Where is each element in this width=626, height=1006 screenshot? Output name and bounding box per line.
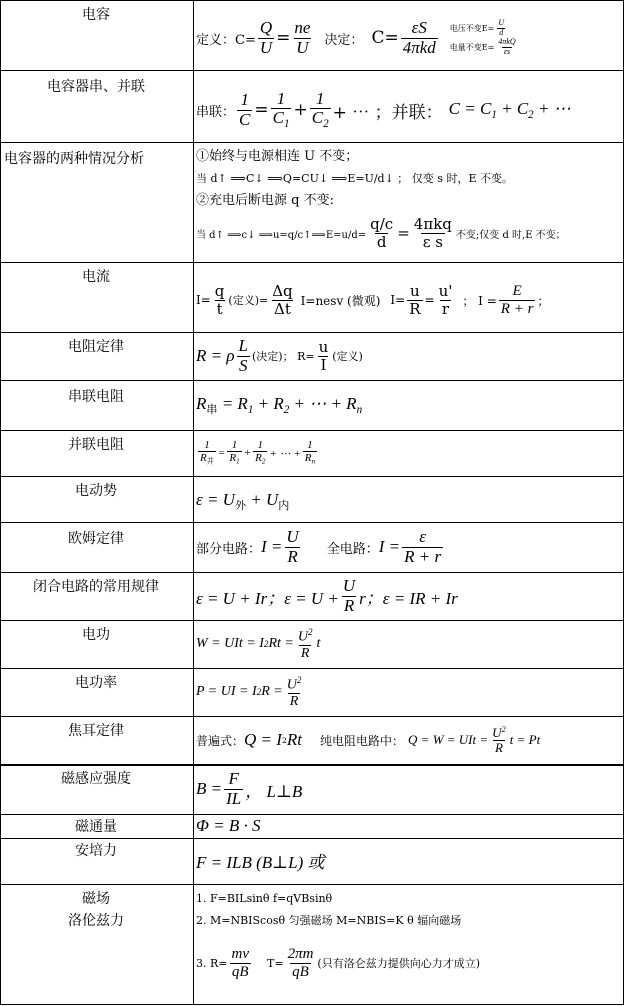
formula-text: ②充电后断电源 q 不变:: [196, 193, 334, 208]
formula-cell: B = $\frac{F}{IL}$ ， L⊥B: [196, 768, 303, 808]
formula-text: 串联：: [196, 104, 236, 120]
formula-text: 3. R= $\frac{mv}{qB}$ T= $\frac{2\pi m}{qB}$ (只有洛仑兹力提供向心力才成立): [196, 946, 481, 980]
formula-text: 当 d↑ ⟹c↓ ⟹u=q/c↑⟹E=u/d= $\frac{q/c}{d}$ = $\frac{\text{4πkq}}{\text{ε s}}$ 不变;仅变 d 时,E 不变；: [196, 215, 566, 251]
formula-text: 当 d↑ ⟹C↓ ⟹Q=CU↓ ⟹E=U/d↓ ； 仅变 s 时，E 不变。: [196, 172, 513, 185]
formula-cell: 普遍式： Q = I 2 Rt 纯电阻电路中： Q = W = UIt = $\frac{U^2}{R}$ t = Pt: [196, 723, 541, 756]
row-label: 欧姆定律: [68, 531, 124, 547]
formula-cell: ε = U + Ir；ε = U + $\frac{U}{R}$ r；ε = IR + Ir: [196, 575, 458, 615]
row-label: 焦耳定律: [68, 723, 124, 739]
formula-cell: 串联： $\frac{1}{C}$ = $\frac{1}{C_1}$ + $\frac{1}{C_2}$ + ⋯ ；并联： $C = C_1 + C_2$ + ⋯: [196, 88, 571, 131]
row-label: 串联电阻: [68, 389, 124, 405]
formula-text: $C = C_1 + C_2$ + ⋯: [448, 99, 571, 121]
row-label: 并联电阻: [68, 437, 124, 453]
fraction: $\frac{1}{C_2}$: [311, 88, 329, 131]
row-label: 磁通量: [75, 819, 117, 835]
field-notes: 电压不变E= $\frac{U}{d}$ 电量不变E= $\frac{\text{4πkQ}}{\varepsilon s}$: [449, 18, 516, 56]
row-label: 磁场: [82, 891, 110, 907]
formula-cell: R = ρ $\frac{L}{S}$ (决定)； R= $\frac{u}{I}$ (定义): [196, 335, 363, 375]
formula-cell: $\varepsilon = U_外 + U_内$: [196, 490, 290, 512]
formula-cell: $\frac{1}{R_并}$ = $\frac{1}{R_1}$ + $\frac{1}{R_2}$ + ⋯ + $\frac{1}{R_n}$: [200, 439, 316, 466]
fraction: $\frac{Q}{U}$: [259, 17, 273, 57]
fraction: $\frac{ne}{U}$: [294, 17, 311, 57]
row-label: 闭合电路的常用规律: [33, 579, 159, 595]
formula-cell: W = UIt = I 2 Rt = $\frac{U^2}{R}$ t: [196, 626, 321, 661]
formula-text: 决定：: [324, 32, 364, 48]
formula-cell: I= $\frac{q}{t}$ (定义)= $\frac{\Delta q}{\Delta t}$ I=nesv (微观) I= $\frac{u}{R}$ = $\frac{u'}{r}$ ； I = $\frac{E}{R + r}$ ；: [196, 282, 550, 318]
row-label: 电容: [82, 7, 110, 23]
row-label: 电容器的两种情况分析: [4, 151, 144, 167]
formula-cell: $R_串 = R_1 + R_2$ + ⋯ + $R_n$: [196, 394, 363, 416]
formula-cell: P = UI = I 2 R = $\frac{U^2}{R}$: [196, 674, 302, 709]
row-label: 磁感应强度: [61, 771, 131, 787]
formula-text: 1. F=BILsinθ f=qVBsinθ: [196, 892, 333, 905]
fraction: $\frac{1}{C}$: [239, 89, 251, 129]
row-label: 电流: [82, 269, 110, 285]
formula-cell: [196, 888, 622, 980]
row-label: 电容器串、并联: [47, 79, 145, 95]
row-label: 电功: [82, 627, 110, 643]
formula-text: =: [276, 28, 291, 48]
row-label: 电动势: [75, 483, 117, 499]
formula-cell: Φ = B · S: [196, 816, 261, 835]
formula-text: 2. M=NBIScosθ 匀强磁场 M=NBIS=K θ 辐向磁场: [196, 914, 462, 927]
formula-text: + ⋯ ；并联：: [332, 102, 443, 123]
fraction: $\frac{\varepsilon S}{\text{4πkd}}$: [402, 17, 436, 57]
formula-cell: 部分电路： I = $\frac{U}{R}$ 全电路： I = $\frac{\varepsilon}{R + r}$: [196, 526, 442, 566]
formula-text: 定义：C=: [196, 32, 256, 48]
row-label: 电功率: [75, 675, 117, 691]
fraction: $\frac{1}{C_1}$: [272, 88, 290, 131]
row-label: 安培力: [75, 843, 117, 859]
row-label: 电阻定律: [68, 339, 124, 355]
formula-cell: F = ILB (B⊥L) 或: [196, 853, 325, 872]
formula-text: ①始终与电源相连 U 不变；: [196, 149, 359, 164]
formula-text: C=: [371, 28, 399, 48]
row-label: 洛伦兹力: [68, 913, 124, 929]
